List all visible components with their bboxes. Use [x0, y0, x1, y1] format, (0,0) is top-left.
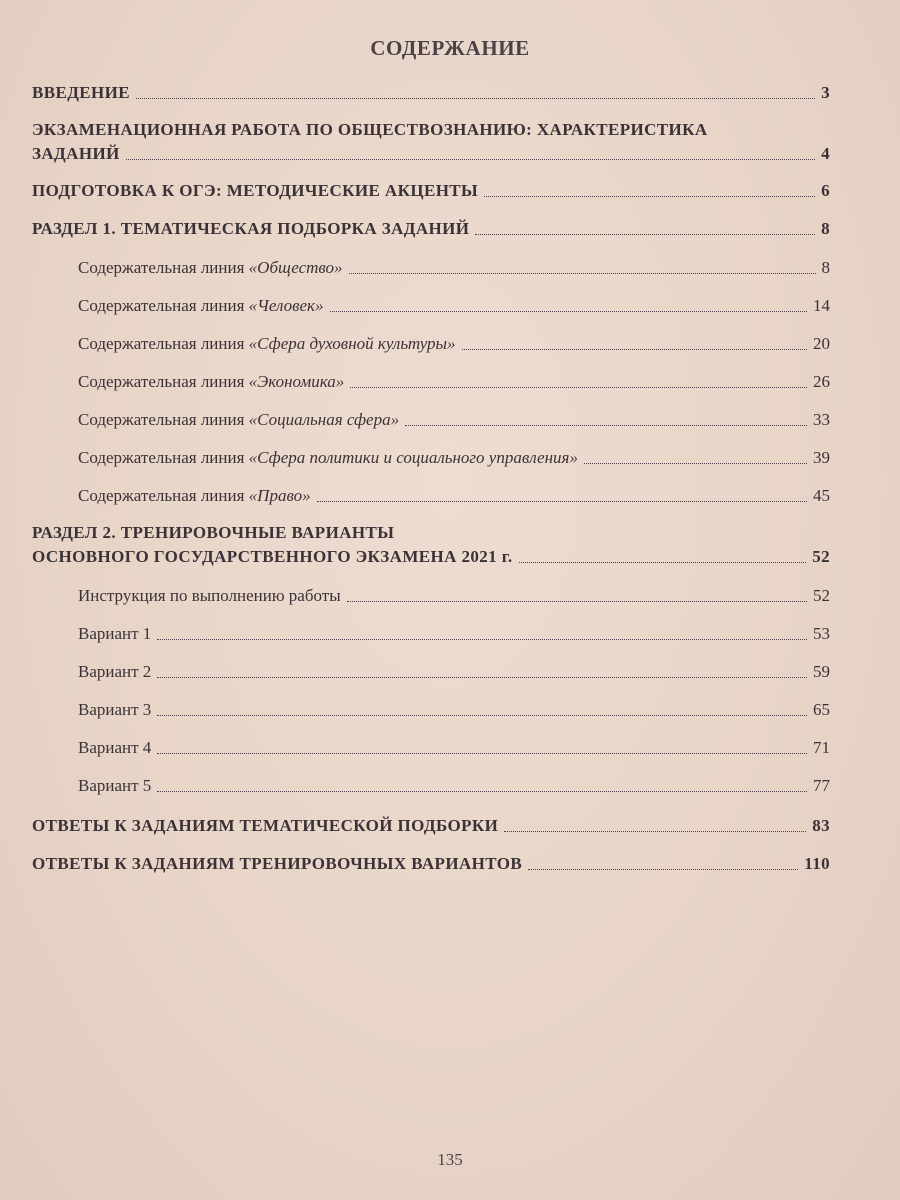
toc-leader-dots [317, 501, 807, 502]
toc-leader-dots [330, 311, 807, 312]
toc-leader-dots [347, 601, 807, 602]
toc-entry-section-2 [32, 546, 830, 568]
toc-entry-label: Содержательная линия «Социальная сфера» [78, 410, 400, 429]
toc-leader-dots [136, 98, 815, 99]
toc-entry-label: ПОДГОТОВКА К ОГЭ: МЕТОДИЧЕСКИЕ АКЦЕНТЫ [32, 181, 479, 200]
toc-entry-page: 45 [813, 486, 830, 505]
toc-entry-page: 8 [821, 258, 830, 277]
toc-entry-page: 4 [821, 144, 830, 163]
toc-entry-instructions [78, 585, 830, 607]
toc-entry-section-2-line1: РАЗДЕЛ 2. ТРЕНИРОВОЧНЫЕ ВАРИАНТЫ [32, 523, 395, 542]
toc-entry-page: 52 [813, 586, 830, 605]
toc-entry-page: 14 [813, 296, 830, 315]
toc-leader-dots [462, 349, 807, 350]
toc-entry-page: 77 [813, 776, 830, 795]
toc-entry-variant-1 [78, 623, 830, 645]
toc-entry-variant-5 [78, 775, 830, 797]
toc-entry-line-person [78, 295, 830, 317]
page-title: СОДЕРЖАНИЕ [370, 36, 530, 60]
toc-entry-page: 8 [821, 219, 830, 238]
toc-entry-page: 39 [813, 448, 830, 467]
toc-leader-dots [350, 387, 807, 388]
toc-leader-dots [519, 562, 807, 563]
toc-entry-exam-characteristics [32, 143, 830, 165]
toc-entry-line-politics [78, 447, 830, 469]
toc-entry-label: Вариант 2 [78, 662, 152, 681]
toc-entry-variant-3 [78, 699, 830, 721]
toc-entry-label: Содержательная линия «Право» [78, 486, 311, 505]
toc-entry-line-economics [78, 371, 830, 393]
toc-entry-variant-4 [78, 737, 830, 759]
toc-leader-dots [475, 234, 815, 235]
toc-entry-label: Вариант 3 [78, 700, 152, 719]
toc-entry-page: 33 [813, 410, 830, 429]
toc-entry-page: 20 [813, 334, 830, 353]
toc-leader-dots [157, 715, 807, 716]
toc-entry-line-social [78, 409, 830, 431]
toc-leader-dots [484, 196, 815, 197]
toc-entry-label: ЗАДАНИЙ [32, 144, 120, 163]
toc-entry-line-culture [78, 333, 830, 355]
toc-entry-label: ОТВЕТЫ К ЗАДАНИЯМ ТЕМАТИЧЕСКОЙ ПОДБОРКИ [32, 816, 499, 835]
toc-entry-section-1 [32, 218, 830, 240]
toc-entry-page: 53 [813, 624, 830, 643]
toc-entry-page: 6 [821, 181, 830, 200]
toc-entry-page: 3 [821, 83, 830, 102]
toc-entry-label: Содержательная линия «Сфера политики и социального управления» [78, 448, 578, 467]
toc-leader-dots [157, 639, 807, 640]
toc-leader-dots [157, 677, 807, 678]
toc-entry-page: 83 [812, 816, 830, 835]
toc-entry-page: 52 [812, 547, 830, 566]
toc-leader-dots [157, 791, 807, 792]
toc-entry-line-law [78, 485, 830, 507]
toc-leader-dots [405, 425, 807, 426]
toc-entry-preparation [32, 180, 830, 202]
toc-entry-label: Содержательная линия «Общество» [78, 258, 343, 277]
page-number: 135 [437, 1150, 463, 1169]
toc-leader-dots [126, 159, 815, 160]
toc-entry-answers-variants [32, 853, 830, 875]
toc-leader-dots [584, 463, 807, 464]
toc-entry-page: 110 [804, 854, 830, 873]
toc-entry-label: Содержательная линия «Экономика» [78, 372, 345, 391]
toc-entry-page: 65 [813, 700, 830, 719]
toc-entry-label: ВВЕДЕНИЕ [32, 83, 131, 102]
toc-entry-label: Вариант 5 [78, 776, 152, 795]
toc-entry-label: Содержательная линия «Сфера духовной культуры» [78, 334, 456, 353]
toc-entry-answers-thematic [32, 815, 830, 837]
toc-entry-label: РАЗДЕЛ 1. ТЕМАТИЧЕСКАЯ ПОДБОРКА ЗАДАНИЙ [32, 219, 470, 238]
toc-entry-variant-2 [78, 661, 830, 683]
toc-entry-label: Вариант 1 [78, 624, 152, 643]
toc-entry-page: 71 [813, 738, 830, 757]
toc-entry-label: Вариант 4 [78, 738, 152, 757]
toc-leader-dots [349, 273, 816, 274]
toc-entry-label: Инструкция по выполнению работы [78, 586, 341, 605]
toc-leader-dots [528, 869, 798, 870]
toc-leader-dots [504, 831, 806, 832]
toc-entry-label: ОТВЕТЫ К ЗАДАНИЯМ ТРЕНИРОВОЧНЫХ ВАРИАНТОВ [32, 854, 523, 873]
toc-entry-exam-line1: ЭКЗАМЕНАЦИОННАЯ РАБОТА ПО ОБЩЕСТВОЗНАНИЮ: ХАРАКТЕРИСТИКА [32, 120, 708, 139]
toc-entry-label: ОСНОВНОГО ГОСУДАРСТВЕННОГО ЭКЗАМЕНА 2021 г. [32, 547, 513, 566]
toc-entry-page: 26 [813, 372, 830, 391]
toc-entry-introduction [32, 82, 830, 104]
toc-leader-dots [157, 753, 807, 754]
toc-entry-label: Содержательная линия «Человек» [78, 296, 324, 315]
toc-entry-page: 59 [813, 662, 830, 681]
toc-entry-line-society [78, 257, 830, 279]
